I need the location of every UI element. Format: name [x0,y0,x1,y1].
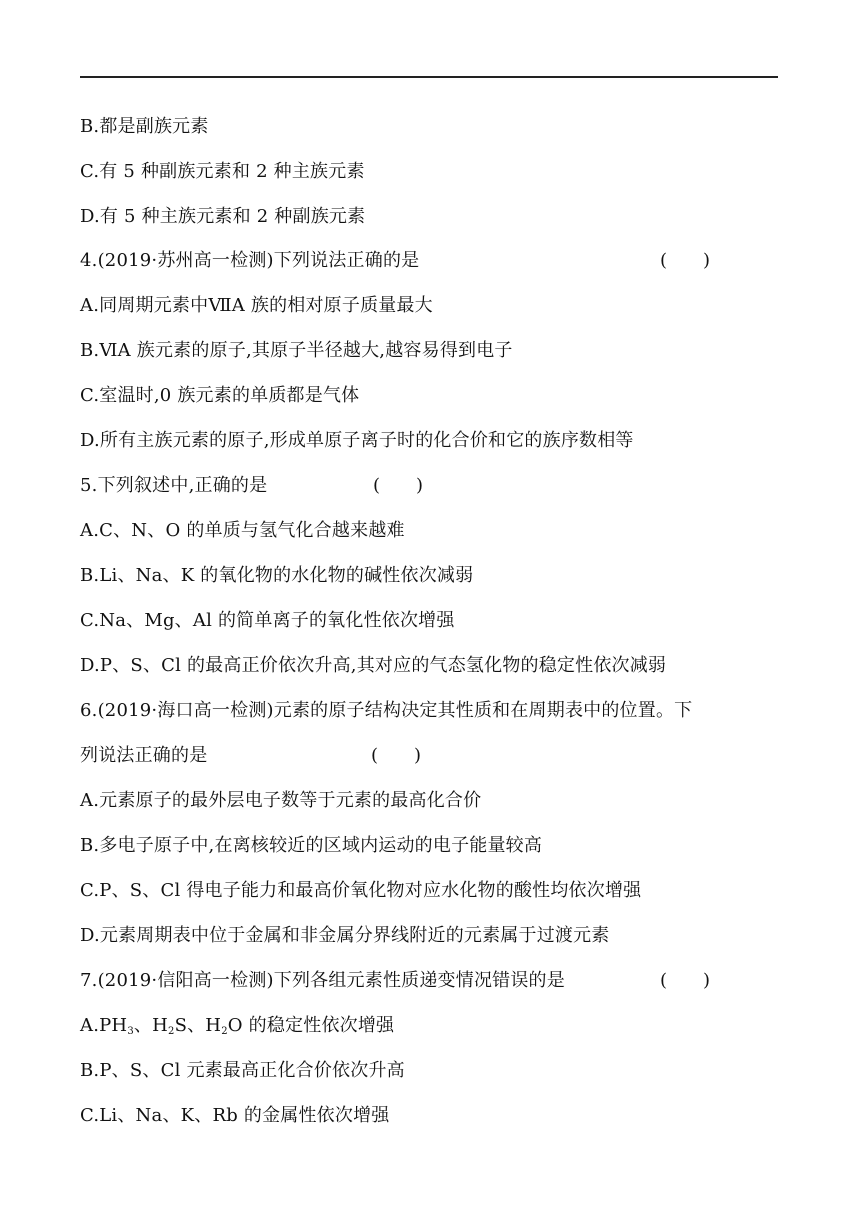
option-6c: C.P、S、Cl 得电子能力和最高价氧化物对应水化物的酸性均依次增强 [80,880,642,901]
option-4c: C.室温时,0 族元素的单质都是气体 [80,385,360,406]
subscript: 2 [221,1026,228,1037]
question-5-stem: 5.下列叙述中,正确的是 [80,475,268,496]
subscript: 3 [127,1026,134,1037]
option-4d: D.所有主族元素的原子,形成单原子离子时的化合价和它的族序数相等 [80,430,634,451]
option-7a [80,1011,780,1041]
option-6b: B.多电子原子中,在离核较近的区域内运动的电子能量较高 [80,835,543,856]
option-6d: D.元素周期表中位于金属和非金属分界线附近的元素属于过渡元素 [80,925,610,946]
option-4b: B.ⅥA 族元素的原子,其原子半径越大,越容易得到电子 [80,340,513,361]
option-3b: B.都是副族元素 [80,116,209,137]
option-3d: D.有 5 种主族元素和 2 种副族元素 [80,206,366,227]
option-5a: A.C、N、O 的单质与氢气化合越来越难 [80,520,405,541]
option-7a-prefix: A.PH [80,1015,128,1036]
header-divider [80,76,778,78]
option-6a: A.元素原子的最外层电子数等于元素的最高化合价 [80,790,482,811]
answer-blank-4: ( ) [660,250,711,271]
question-4-stem: 4.(2019·苏州高一检测)下列说法正确的是 [80,250,420,271]
question-7-stem: 7.(2019·信阳高一检测)下列各组元素性质递变情况错误的是 [80,970,565,991]
answer-blank-7: ( ) [660,970,711,991]
option-7c: C.Li、Na、K、Rb 的金属性依次增强 [80,1105,390,1126]
option-7b: B.P、S、Cl 元素最高正化合价依次升高 [80,1060,405,1081]
option-5d: D.P、S、Cl 的最高正价依次升高,其对应的气态氢化物的稳定性依次减弱 [80,655,667,676]
option-7a-suffix: O 的稳定性依次增强 [227,1015,395,1036]
option-7a-mid2: S、H [174,1015,222,1036]
option-3c: C.有 5 种副族元素和 2 种主族元素 [80,161,365,182]
answer-blank-5: ( ) [373,475,424,496]
answer-blank-6: ( ) [371,745,422,766]
option-4a: A.同周期元素中ⅦA 族的相对原子质量最大 [80,295,433,316]
subscript: 2 [168,1026,175,1037]
option-5c: C.Na、Mg、Al 的简单离子的氧化性依次增强 [80,610,455,631]
option-5b: B.Li、Na、K 的氧化物的水化物的碱性依次减弱 [80,565,474,586]
option-7a-mid1: 、H [133,1015,169,1036]
question-6-stem-line2: 列说法正确的是 [80,745,208,766]
question-6-stem-line1: 6.(2019·海口高一检测)元素的原子结构决定其性质和在周期表中的位置。下 [80,700,693,721]
